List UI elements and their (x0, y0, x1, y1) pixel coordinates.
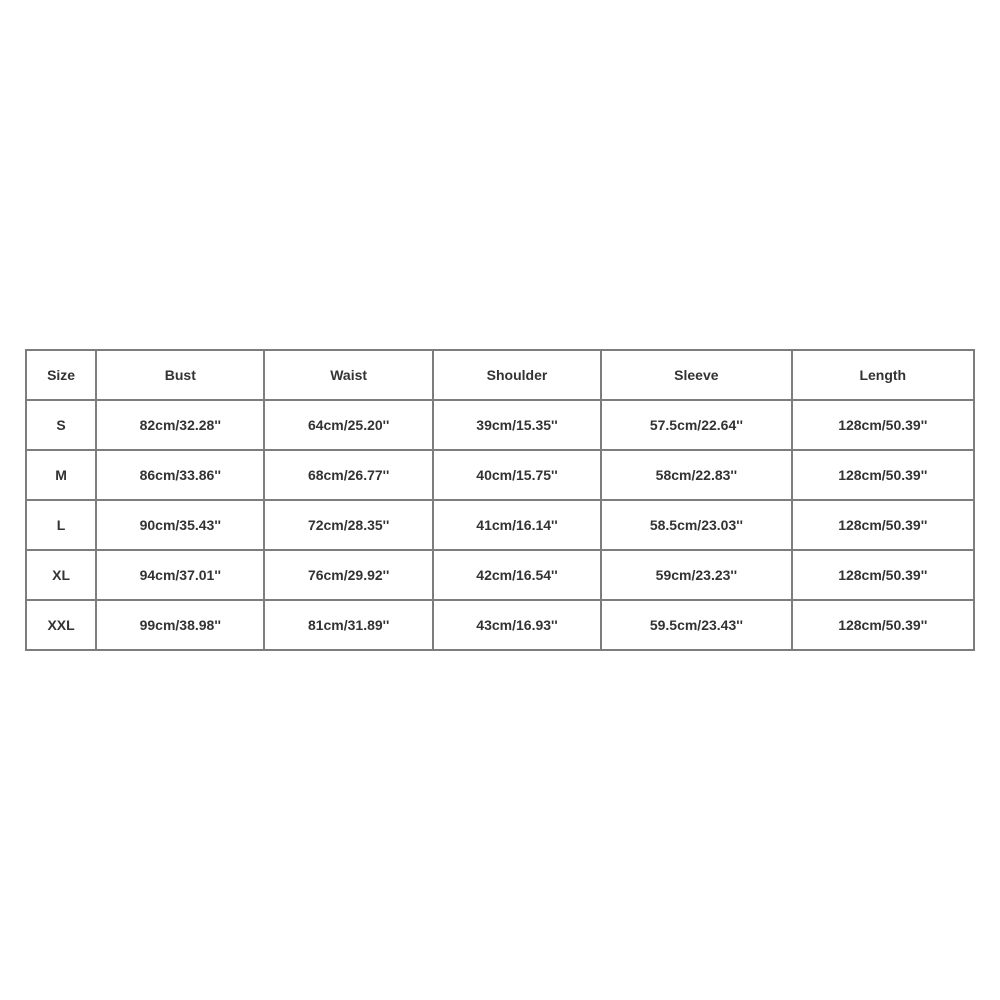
header-waist: Waist (265, 351, 433, 401)
table-row (27, 451, 975, 501)
waist-cell: 68cm/26.77'' (265, 451, 433, 501)
shoulder-cell: 42cm/16.54'' (434, 551, 602, 601)
size-cell: L (27, 501, 97, 551)
size-cell: XXL (27, 601, 97, 651)
shoulder-cell: 39cm/15.35'' (434, 401, 602, 451)
table-row (27, 551, 975, 601)
sleeve-cell: 57.5cm/22.64'' (602, 401, 792, 451)
header-length: Length (793, 351, 975, 401)
waist-cell: 81cm/31.89'' (265, 601, 433, 651)
length-cell: 128cm/50.39'' (793, 451, 975, 501)
waist-cell: 76cm/29.92'' (265, 551, 433, 601)
shoulder-cell: 41cm/16.14'' (434, 501, 602, 551)
sleeve-cell: 58.5cm/23.03'' (602, 501, 792, 551)
bust-cell: 99cm/38.98'' (97, 601, 265, 651)
sleeve-cell: 59.5cm/23.43'' (602, 601, 792, 651)
table-row (27, 501, 975, 551)
length-cell: 128cm/50.39'' (793, 401, 975, 451)
bust-cell: 82cm/32.28'' (97, 401, 265, 451)
bust-cell: 90cm/35.43'' (97, 501, 265, 551)
header-bust: Bust (97, 351, 265, 401)
size-cell: M (27, 451, 97, 501)
shoulder-cell: 40cm/15.75'' (434, 451, 602, 501)
length-cell: 128cm/50.39'' (793, 501, 975, 551)
table-row (27, 601, 975, 651)
size-chart-table (25, 349, 975, 651)
table-row (27, 401, 975, 451)
sleeve-cell: 58cm/22.83'' (602, 451, 792, 501)
shoulder-cell: 43cm/16.93'' (434, 601, 602, 651)
bust-cell: 86cm/33.86'' (97, 451, 265, 501)
waist-cell: 72cm/28.35'' (265, 501, 433, 551)
header-shoulder: Shoulder (434, 351, 602, 401)
sleeve-cell: 59cm/23.23'' (602, 551, 792, 601)
length-cell: 128cm/50.39'' (793, 601, 975, 651)
header-sleeve: Sleeve (602, 351, 792, 401)
bust-cell: 94cm/37.01'' (97, 551, 265, 601)
size-cell: XL (27, 551, 97, 601)
size-cell: S (27, 401, 97, 451)
header-row (27, 351, 975, 401)
length-cell: 128cm/50.39'' (793, 551, 975, 601)
header-size: Size (27, 351, 97, 401)
waist-cell: 64cm/25.20'' (265, 401, 433, 451)
